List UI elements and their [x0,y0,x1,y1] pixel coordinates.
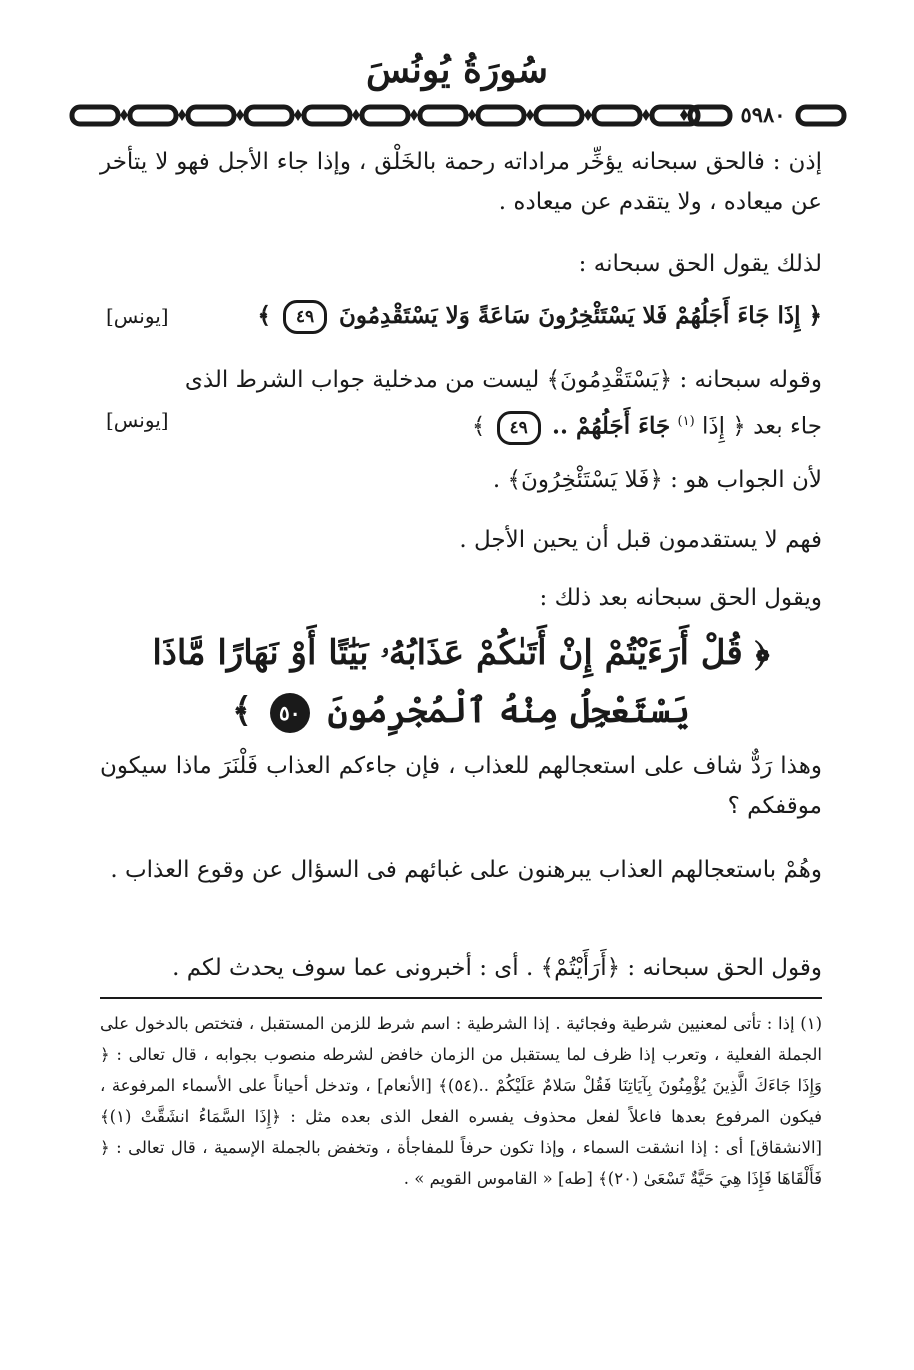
paragraph-9: وقول الحق سبحانه : ﴿أَرَأَيْتُمْ﴾ . أى : أخبرونى عما سوف يحدث لكم . [172,955,822,981]
verse-reference: [يونس] [106,304,169,328]
ornament-open-icon: ﴿ [754,633,770,673]
verse-number-badge: ٤٩ [283,300,327,334]
p3-end: ﴾ [471,413,486,440]
verse-close-bracket: ﴾ [257,302,271,329]
verse-49-text: إِذَا جَاءَ أَجَلُهُمْ فَلا يَسْتَئْخِرُونَ سَاعَةً وَلا يَسْتَقْدِمُونَ [338,302,801,329]
verse-number-circle: ٥٠ [270,693,310,733]
quran-line-2-text: يَسْتَعْجِلُ مِنْهُ ٱلْمُجْرِمُونَ [327,691,690,731]
footnote-marker: (١) [677,414,695,429]
page-number: ٥٩٨٠ [735,100,791,130]
surah-title: سُورَةُ يُونُسَ [365,49,549,91]
paragraph-8: وهُمْ باستعجالهم العذاب يبرهنون على غبائهم فى السؤال عن وقوع العذاب . [110,857,822,883]
paragraph-5: فهم لا يستقدمون قبل أن يحين الأجل . [459,527,822,553]
quran-line-2 [100,682,822,740]
paragraph-1: إذن : فالحق سبحانه يؤخِّر مراداته رحمة بالخَلْق ، وإذا جاء الأجل فهو لا يتأخر عن ميعاده ، ولا يتقدم عن ميعاده . [100,149,822,215]
p3-verse: جَاءَ أَجَلُهُمْ .. [551,412,671,440]
footnote-divider [100,997,822,999]
quran-line-1 [100,624,822,682]
paragraph-3-line-2 [100,402,822,447]
p3-start: جاء بعد ﴿ إِذَا [701,413,822,440]
paragraph-4: لأن الجواب هو : ﴿فَلا يَسْتَئْخِرُونَ﴾ . [492,467,822,493]
verse-number-badge-small: ٤٩ [497,411,541,445]
quran-line-1-text: قُلْ أَرَءَيْتُمْ إِنْ أَتَىٰكُمْ عَذَابُهُۥ بَيَٰتًا أَوْ نَهَارًا مَّاذَا [152,633,743,673]
paragraph-2: لذلك يقول الحق سبحانه : [578,251,822,277]
paragraph-7: وهذا رَدٌّ شاف على استعجالهم للعذاب ، فإن جاءكم العذاب فَلْنَرَ ماذا سيكون موقفكم ؟ [100,753,822,819]
footnote: (١) إذا : تأتى لمعنيين شرطية وفجائية . إذا الشرطية : اسم شرط للزمن المستقبل ، فتختص بالدخول على الجملة الفعلية ، وتعرب إذا ظرف لما يستقبل من الزمان خافض لشرطه منصوب بجوابه ، قال تعالى : ﴿ وَإِذَا جَاءَكَ الَّذِينَ يُؤْمِنُونَ بِآيَاتِنَا فَقُلْ سَلامٌ عَلَيْكُمْ ..(٥٤)﴾ [الأنعام] ، وتدخل أحياناً على الأسماء المرفوعة ، فيكون المرفوع بعدها فاعلاً لفعل محذوف يفسره الفعل الذى بعده مثل : ﴿إِذَا السَّمَاءُ انشَقَّتْ (١)﴾ [الانشقاق] أى : إذا انشقت السماء ، وإذا تكون حرفاً للمفاجأة ، وتخفض بالجملة الإسمية ، قال تعالى : ﴿ فَأَلْقَاهَا فَإِذَا هِيَ حَيَّةٌ تَسْعَىٰ (٢٠)﴾ [طه] « القاموس القويم » . [100,1014,822,1188]
paragraph-6: ويقول الحق سبحانه بعد ذلك : [539,585,822,611]
verse-reference-2: [يونس] [106,408,169,432]
ornament-close-icon: ﴾ [232,691,252,731]
verse-open-bracket: ﴿ [808,302,822,329]
quran-verse-50 [100,624,822,740]
paragraph-3-line-1: وقوله سبحانه : ﴿يَسْتَقْدِمُونَ﴾ ليست من مدخلية جواب الشرط الذى [184,367,822,393]
verse-49 [100,296,822,336]
